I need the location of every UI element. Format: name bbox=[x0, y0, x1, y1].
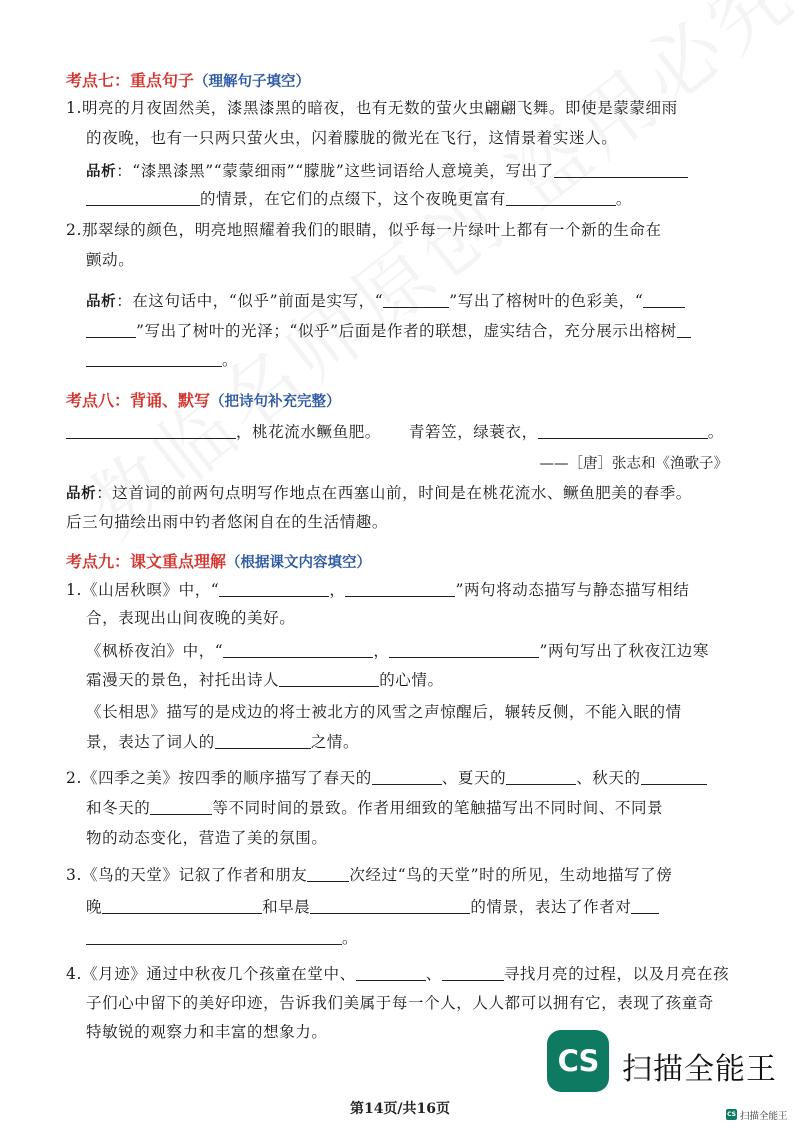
q9-1-line-3: 《枫桥夜泊》中，“ ， ”两句写出了秋夜江边寒 bbox=[86, 642, 709, 660]
section-8-heading: 考点八：背诵、默写 bbox=[66, 391, 211, 410]
q9-1-line-4: 霜漫天的景色，衬托出诗人 的心情。 bbox=[86, 671, 444, 689]
q7-2-analysis-line-2: ”写出了树叶的光泽；“似乎”后面是作者的联想，虚实结合，充分展示出榕树 bbox=[86, 321, 691, 341]
answer-blank[interactable] bbox=[389, 641, 539, 658]
answer-blank[interactable] bbox=[345, 580, 455, 597]
q9-4-line-2: 子们心中留下的美好印迹，告诉我们美属于每一个人，人人都可以拥有它，表现了孩童奇 bbox=[86, 994, 714, 1012]
answer-blank[interactable] bbox=[356, 964, 426, 981]
poem-line: ，桃花流水鳜鱼肥。 青箬笠，绿蓑衣， 。 bbox=[66, 422, 724, 442]
q7-2-analysis-line-1: 品析：在这句话中，“似乎”前面是实写，“ ”写出了榕树叶的色彩美，“ bbox=[86, 291, 685, 312]
q9-1-line-5: 《长相思》描写的是戍边的将士被北方的风雪之声惊醒后，辗转反侧，不能入眠的情 bbox=[86, 703, 682, 721]
answer-blank[interactable] bbox=[86, 928, 342, 945]
answer-blank[interactable] bbox=[677, 321, 691, 338]
answer-blank[interactable] bbox=[310, 897, 470, 914]
answer-blank[interactable] bbox=[223, 641, 373, 658]
section-9-note: （根据课文内容填空） bbox=[226, 555, 372, 571]
q7-2-analysis-line-3: 。 bbox=[86, 350, 238, 370]
q7-1-line-2: 的夜晚，也有一只两只萤火虫，闪着朦胧的微光在飞行，这情景着实迷人。 bbox=[86, 129, 618, 147]
q9-2-line-1: 2.《四季之美》按四季的顺序描写了春天的 、夏天的 、秋天的 bbox=[66, 768, 707, 788]
q9-4-line-1: 4.《月迹》通过中秋夜几个孩童在堂中、 、 寻找月亮的过程，以及月亮在孩 bbox=[66, 965, 730, 983]
answer-blank[interactable] bbox=[641, 768, 707, 785]
q7-2-line-1: 2.那翠绿的颜色，明亮地照耀着我们的眼睛，似乎每一片绿叶上都有一个新的生命在 bbox=[66, 221, 662, 239]
camscanner-mini-text: 扫描全能王 bbox=[740, 1111, 788, 1122]
answer-blank[interactable] bbox=[554, 161, 688, 178]
answer-blank[interactable] bbox=[150, 798, 212, 815]
sec8-analysis-line-1: 品析：这首词的前两句点明写作地点在西塞山前，时间是在桃花流水、鳜鱼肥美的春季。 bbox=[66, 484, 692, 502]
q9-4-line-3: 特敏锐的观察力和丰富的想象力。 bbox=[86, 1023, 328, 1041]
answer-blank[interactable] bbox=[372, 768, 442, 785]
section-7-note: （理解句子填空） bbox=[194, 74, 311, 90]
q9-3-line-1: 3.《鸟的天堂》记叙了作者和朋友 次经过“鸟的天堂”时的所见，生动地描写了傍 bbox=[66, 866, 673, 884]
section-8-note: （把诗句补充完整） bbox=[210, 394, 341, 410]
answer-blank[interactable] bbox=[643, 291, 685, 308]
q9-1-line-2: 合，表现出山间夜晚的美好。 bbox=[86, 609, 296, 627]
answer-blank[interactable] bbox=[102, 897, 262, 914]
section-9-title bbox=[66, 549, 371, 572]
answer-blank[interactable] bbox=[442, 964, 504, 981]
answer-blank[interactable] bbox=[279, 670, 379, 687]
answer-blank[interactable] bbox=[506, 189, 616, 206]
camscanner-name: 扫描全能王 bbox=[622, 1052, 777, 1087]
q9-2-line-2: 和冬天的 等不同时间的景致。作者用细致的笔触描写出不同时间、不同景 bbox=[86, 799, 664, 817]
q9-2-line-3: 物的动态变化，营造了美的氛围。 bbox=[86, 829, 328, 847]
answer-blank[interactable] bbox=[383, 291, 449, 308]
q9-3-line-3: 。 bbox=[86, 928, 358, 948]
q9-1-line-6: 景，表达了词人的 之情。 bbox=[86, 733, 360, 751]
camscanner-mini-icon: CS bbox=[727, 1111, 736, 1118]
analysis-label: 品析 bbox=[86, 294, 117, 310]
answer-blank[interactable] bbox=[307, 865, 349, 882]
answer-blank[interactable] bbox=[86, 189, 200, 206]
section-9-heading: 考点九：课文重点理解 bbox=[66, 552, 227, 571]
analysis-label: 品析 bbox=[66, 486, 97, 502]
answer-blank[interactable] bbox=[506, 768, 576, 785]
answer-blank[interactable] bbox=[219, 580, 329, 597]
section-7-heading: 考点七：重点句子 bbox=[66, 71, 195, 90]
q7-2-line-2: 颤动。 bbox=[86, 251, 135, 269]
q7-1-analysis-line-1: 品析：“漆黑漆黑”“蒙蒙细雨”“朦胧”这些词语给人意境美，写出了 bbox=[86, 161, 688, 182]
q9-1-line-1: 1.《山居秋暝》中，“ ， ”两句将动态描写与静态描写相结 bbox=[66, 581, 690, 599]
sec8-analysis-line-2: 后三句描绘出雨中钓者悠闲自在的生活情趣。 bbox=[66, 513, 389, 531]
answer-blank[interactable] bbox=[66, 422, 236, 439]
answer-blank[interactable] bbox=[86, 350, 222, 367]
answer-blank[interactable] bbox=[86, 321, 136, 338]
page-number: 第14页/共16页 bbox=[349, 1101, 451, 1117]
section-8-title bbox=[66, 388, 341, 411]
q7-1-line-1: 1.明亮的月夜固然美，漆黑漆黑的暗夜，也有无数的萤火虫翩翩飞舞。即使是蒙蒙细雨 bbox=[66, 99, 678, 117]
section-7-title bbox=[66, 68, 310, 91]
answer-blank[interactable] bbox=[538, 422, 708, 439]
poem-attribution: ——［唐］张志和《渔歌子》 bbox=[539, 456, 728, 472]
analysis-label: 品析 bbox=[86, 164, 117, 180]
answer-blank[interactable] bbox=[215, 732, 311, 749]
q7-1-analysis-line-2: 的情景，在它们的点缀下，这个夜晚更富有 。 bbox=[86, 189, 632, 209]
answer-blank[interactable] bbox=[631, 897, 659, 914]
q9-3-line-2: 晚 和早晨 的情景，表达了作者对 bbox=[86, 897, 659, 917]
camscanner-logo: CS bbox=[547, 1030, 609, 1092]
